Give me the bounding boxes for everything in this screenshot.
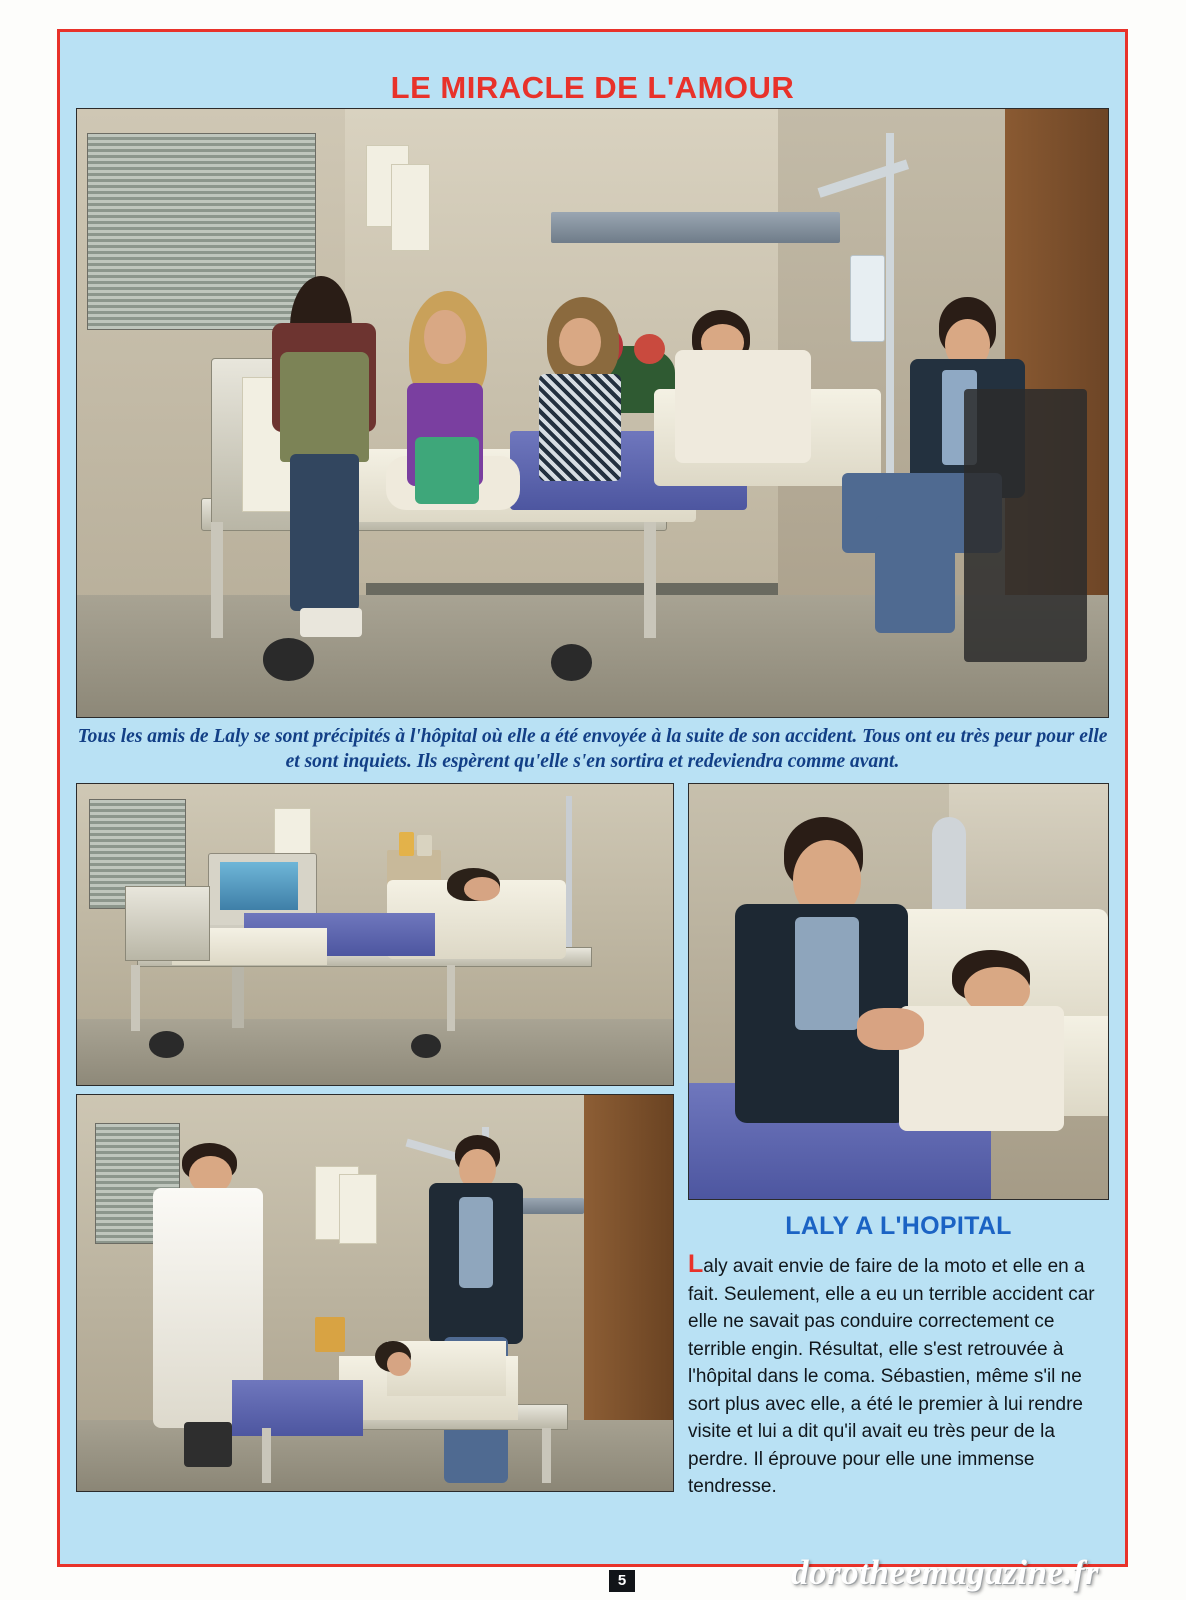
- photo-laly-alone-in-bed: [76, 783, 674, 1086]
- page-frame: [57, 29, 1128, 1592]
- article-body: aly avait envie de faire de la moto et elle en a fait. Seulement, elle a eu un terrible accident car elle ne savait pas conduire correctement ce terrible engin. Résultat, elle s'est retrouvée à l'hôpital dans le coma. Sébastien, même s'il ne sort plus avec elle, a été le premier à lui rendre visite et lui a dit qu'il avait eu très peur de la perdre. Il éprouve pour elle une immense tendresse.: [688, 1256, 1095, 1497]
- photo-doctor-and-sebastien: [76, 1094, 674, 1492]
- watermark: dorotheemagazine.fr: [791, 1553, 1099, 1592]
- page-number: 5: [609, 1570, 635, 1592]
- article-block: [688, 1212, 1109, 1501]
- article-dropcap: L: [688, 1250, 704, 1278]
- page-title: LE MIRACLE DE L'AMOUR: [390, 70, 795, 105]
- photo-hospital-room-visitors: [76, 108, 1109, 718]
- caption-line-2: très peur pour elle et sont inquiets. Ils espèrent qu'elle s'en sortira et redeviendra comme avant.: [285, 726, 1108, 772]
- photo-caption: [76, 724, 1109, 774]
- article-body-text: [688, 1251, 1109, 1501]
- caption-line-1: Tous les amis de Laly se sont précipités à l'hôpital où elle a été envoyée à la suite de son accident. Tous ont eu: [77, 726, 956, 747]
- article-title: LALY A L'HOPITAL: [785, 1212, 1012, 1240]
- photo-sebastien-at-bedside: [688, 783, 1109, 1200]
